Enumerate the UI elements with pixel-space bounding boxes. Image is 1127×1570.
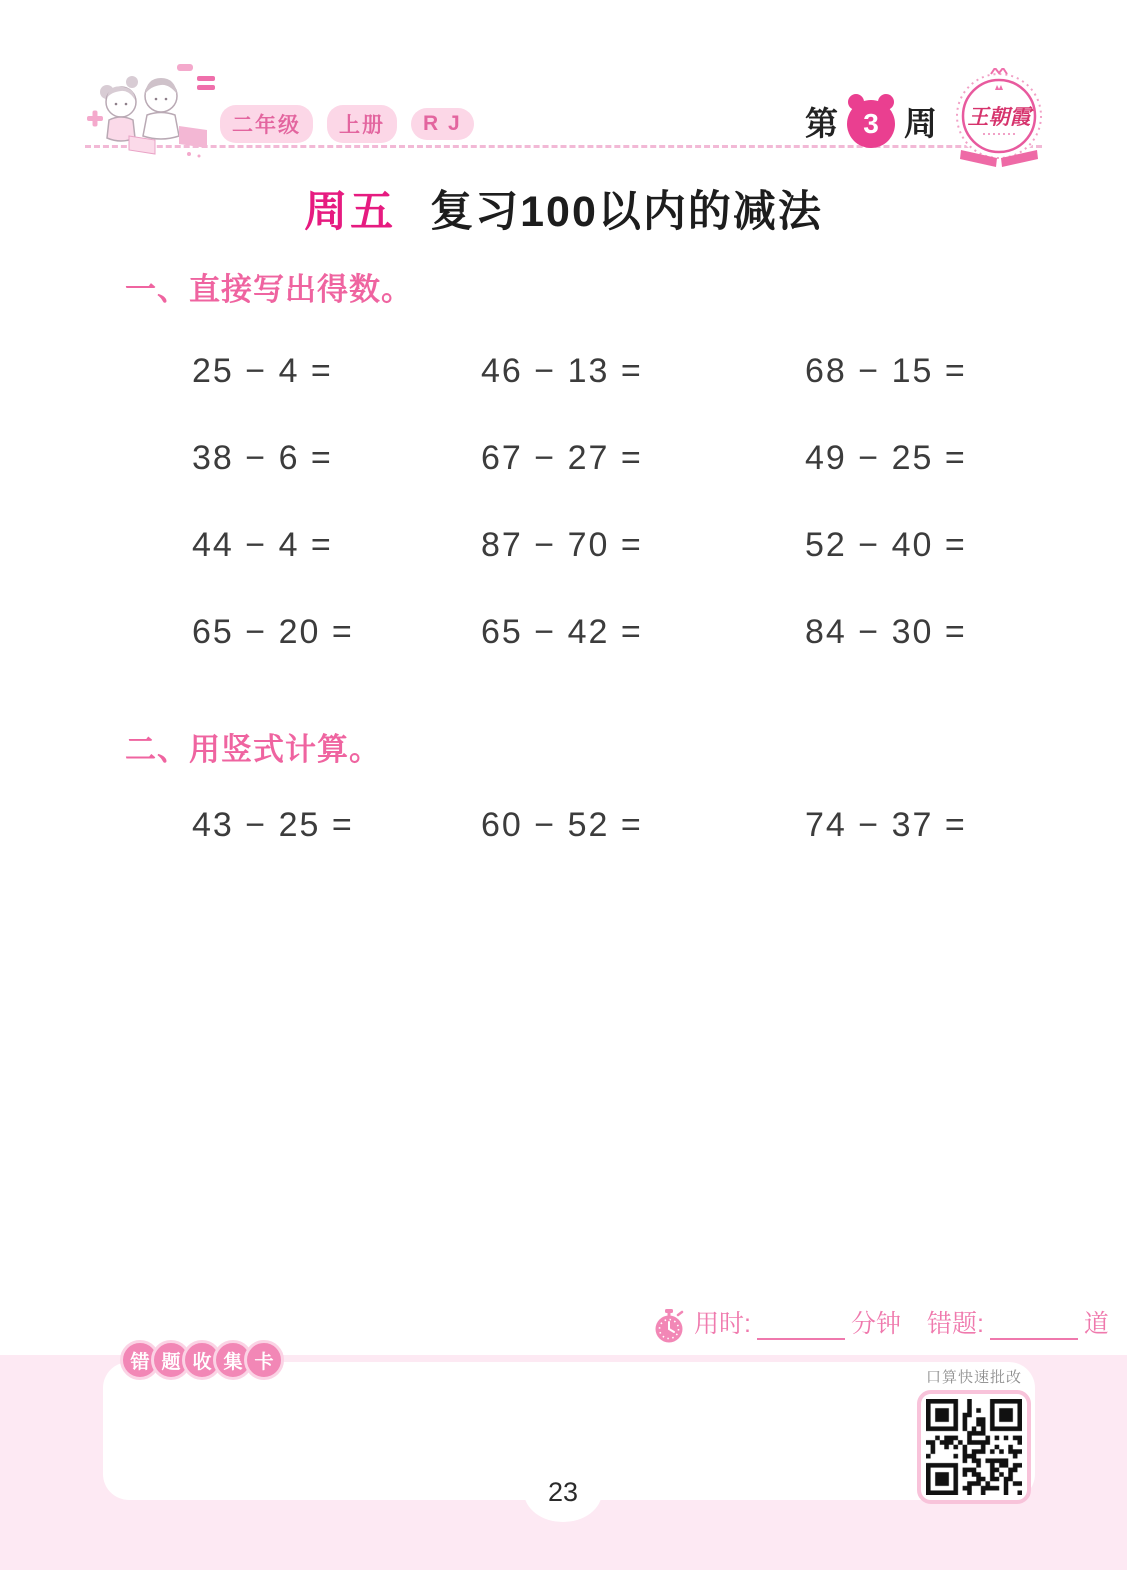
math-problem: 52 − 40 = xyxy=(805,526,967,564)
math-problem: 67 − 27 = xyxy=(481,439,643,477)
math-problem: 60 − 52 = xyxy=(481,806,643,844)
time-unit: 分钟 xyxy=(850,1310,901,1338)
week-indicator xyxy=(805,92,937,150)
math-problem: 84 − 30 = xyxy=(805,613,967,651)
kids-illustration xyxy=(85,60,215,160)
edition-pill: R J xyxy=(411,108,474,140)
label-char-circle: 错 xyxy=(120,1340,160,1380)
math-problem: 87 − 70 = xyxy=(481,526,643,564)
math-problem: 74 − 37 = xyxy=(805,806,967,844)
qr-caption: 口算快速批改 xyxy=(925,1369,1022,1386)
section-2-heading: 二、用竖式计算。 xyxy=(125,732,381,767)
week-number: 3 xyxy=(863,108,879,139)
math-problem: 65 − 42 = xyxy=(481,613,643,651)
alarm-clock-icon xyxy=(842,92,900,150)
section-1-heading: 一、直接写出得数。 xyxy=(125,272,413,307)
label-char-circle: 集 xyxy=(213,1340,253,1380)
label-char-circle: 收 xyxy=(182,1340,222,1380)
week-prefix: 第 xyxy=(805,104,838,142)
timer-row xyxy=(652,1304,1109,1340)
qr-code xyxy=(926,1399,1022,1495)
wrong-label: 错题: xyxy=(926,1310,984,1338)
math-problem: 25 − 4 = xyxy=(192,352,333,390)
grade-pill: 二年级 xyxy=(220,105,313,143)
title-day: 周五 xyxy=(304,188,397,236)
stopwatch-icon xyxy=(652,1308,686,1344)
time-blank-field xyxy=(757,1314,845,1340)
math-problem: 68 − 15 = xyxy=(805,352,967,390)
brand-logo-text: 王朝霞 xyxy=(967,105,1031,129)
edition-pills xyxy=(220,105,474,143)
wrong-unit: 道 xyxy=(1083,1310,1109,1338)
title-text: 复习100以内的减法 xyxy=(430,188,823,236)
plus-decor-icon xyxy=(87,111,103,127)
math-problem: 44 − 4 = xyxy=(192,526,333,564)
page-title xyxy=(0,178,1127,239)
label-char-circle: 题 xyxy=(151,1340,191,1380)
math-problem: 65 − 20 = xyxy=(192,613,354,651)
label-char-circle: 卡 xyxy=(244,1340,284,1380)
wrong-blank-field xyxy=(990,1314,1078,1340)
volume-pill: 上册 xyxy=(327,105,397,143)
time-label: 用时: xyxy=(694,1310,751,1338)
week-suffix: 周 xyxy=(904,104,937,142)
section-2-problems xyxy=(192,806,1087,866)
math-problem: 49 − 25 = xyxy=(805,439,967,477)
brand-logo xyxy=(951,68,1047,172)
page-number-bump xyxy=(524,1462,602,1522)
equals-decor-icon xyxy=(197,76,215,90)
page-number: 23 xyxy=(547,1476,579,1507)
math-problem: 38 − 6 = xyxy=(192,439,333,477)
math-problem: 43 − 25 = xyxy=(192,806,354,844)
section-1-problems xyxy=(192,352,1087,700)
qr-frame xyxy=(917,1390,1031,1504)
qr-area xyxy=(912,1366,1036,1504)
math-problem: 46 − 13 = xyxy=(481,352,643,390)
mistake-card-label xyxy=(120,1340,284,1380)
